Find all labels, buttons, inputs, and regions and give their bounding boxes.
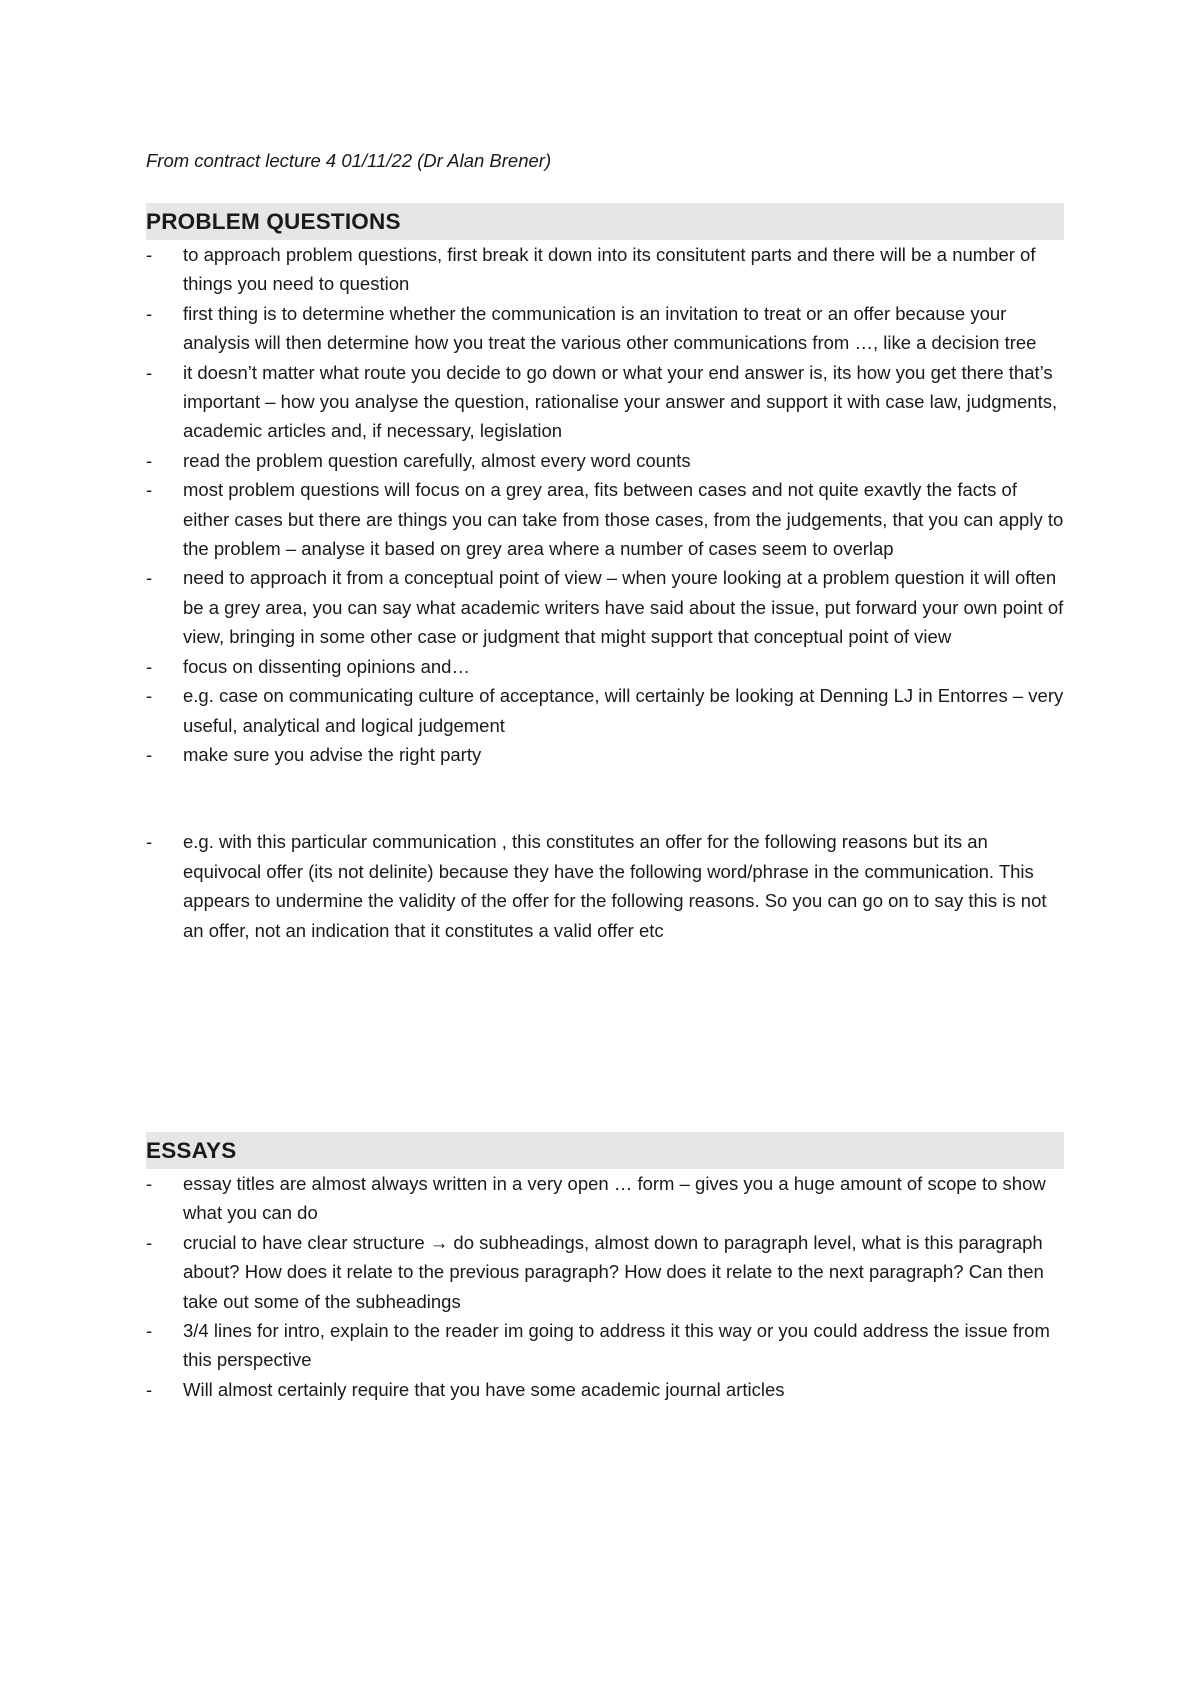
list-item-text: 3/4 lines for intro, explain to the reader im going to address it this way or you could address the issue from this perspective <box>183 1320 1050 1371</box>
list-item-text: to approach problem questions, first break it down into its consitutent parts and there will be a number of things you need to question <box>183 244 1036 295</box>
bullet-dash: - <box>146 1320 153 1342</box>
source-line: From contract lecture 4 01/11/22 (Dr Alan Brener) <box>146 150 552 171</box>
list-item-text: it doesn’t matter what route you decide to go down or what your end answer is, its how you get there that’s important – how you analyse the question, rationalise your answer and support it with case law, judgments, academic articles and, if necessary, legislation <box>183 361 1058 442</box>
list-item-text: most problem questions will focus on a grey area, fits between cases and not quite exavtly the facts of either cases but there are things you can take from those cases, from the judgements, that you can apply to the problem – analyse it based on grey area where a number of cases seem to overlap <box>183 479 1064 560</box>
list-item-text: read the problem question carefully, almost every word counts <box>183 449 691 471</box>
list-item <box>146 563 1064 651</box>
list-item <box>146 446 1064 475</box>
bullet-dash: - <box>146 743 153 765</box>
list-item <box>146 475 1064 563</box>
problem-questions-heading: PROBLEM QUESTIONS <box>146 203 1064 240</box>
list-item <box>146 827 1064 945</box>
bullet-dash: - <box>146 244 153 265</box>
list-item <box>146 240 1064 299</box>
list-item <box>146 652 1064 681</box>
essays-section <box>146 1132 1064 1404</box>
list-item <box>146 358 1064 446</box>
essays-list <box>146 1169 1064 1404</box>
bullet-dash: - <box>146 302 153 324</box>
bullet-dash: - <box>146 479 153 501</box>
bullet-dash: - <box>146 449 153 471</box>
list-item <box>146 1228 1064 1316</box>
list-item <box>146 1169 1064 1228</box>
bullet-dash: - <box>146 1231 153 1253</box>
essays-heading: ESSAYS <box>146 1132 1064 1169</box>
list-item-text: crucial to have clear structure → do subheadings, almost down to paragraph level, what is this paragraph about? How does it relate to the previous paragraph? How does it relate to the next paragraph? Can then take out some of the subheadings <box>183 1231 1044 1312</box>
bullet-dash: - <box>146 655 153 677</box>
spacer <box>146 769 1064 827</box>
bullet-dash: - <box>146 1173 153 1194</box>
bullet-dash: - <box>146 567 153 589</box>
example-list <box>146 827 1064 945</box>
list-item-text: make sure you advise the right party <box>183 743 482 765</box>
list-item <box>146 1316 1064 1375</box>
list-item-text: essay titles are almost always written in a very open … form – gives you a huge amount of scope to show what you can do <box>183 1173 1046 1224</box>
bullet-dash: - <box>146 361 153 383</box>
list-item-text: first thing is to determine whether the communication is an invitation to treat or an offer because your analysis will then determine how you treat the various other communications from …, like a decision tree <box>183 302 1037 354</box>
bullet-dash: - <box>146 685 153 707</box>
list-item <box>146 681 1064 740</box>
list-item <box>146 740 1064 769</box>
list-item <box>146 299 1064 358</box>
problem-questions-section <box>146 203 1064 945</box>
list-item-text: focus on dissenting opinions and… <box>183 655 470 677</box>
list-item-text: Will almost certainly require that you have some academic journal articles <box>183 1378 785 1400</box>
list-item <box>146 1375 1064 1404</box>
list-item-text: e.g. with this particular communication , this constitutes an offer for the following reasons but its an equivocal offer (its not delinite) because they have the following word/phrase in the communication. This appears to undermine the validity of the offer for the following reasons. So you can go on to say this is not an offer, not an indication that it constitutes a valid offer etc <box>183 831 1047 941</box>
bullet-dash: - <box>146 831 153 853</box>
bullet-dash: - <box>146 1378 153 1400</box>
list-item-text: need to approach it from a conceptual point of view – when youre looking at a problem question it will often be a grey area, you can say what academic writers have said about the issue, put forward your own point of view, bringing in some other case or judgment that might support that conceptual point of view <box>183 567 1064 648</box>
problem-questions-list <box>146 240 1064 769</box>
list-item-text: e.g. case on communicating culture of acceptance, will certainly be looking at Denning LJ in Entorres – very useful, analytical and logical judgement <box>183 685 1064 736</box>
